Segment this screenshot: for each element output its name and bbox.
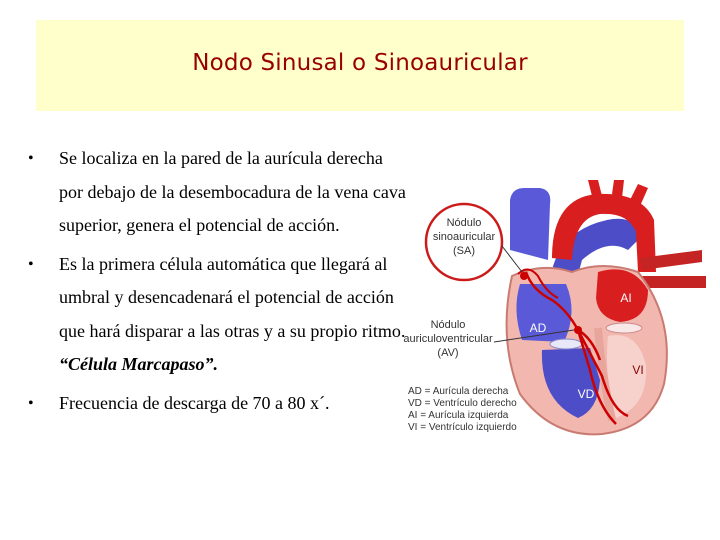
bullet-text: Frecuencia de descarga de 70 a 80 x´.	[59, 392, 330, 413]
legend-ad: AD = Aurícula derecha	[408, 386, 509, 397]
title-banner	[36, 20, 684, 111]
heart-conduction-diagram	[402, 180, 720, 442]
sa-label-line2: sinoauricular	[432, 231, 496, 243]
av-label-line3: (AV)	[437, 347, 459, 359]
legend-ai: AI = Aurícula izquierda	[408, 410, 509, 421]
bullet-dot-icon: •	[28, 150, 34, 167]
bullet-dot-icon: •	[28, 394, 34, 412]
bullet-item	[28, 142, 408, 243]
mitral-valve	[606, 323, 642, 333]
legend-vi: VI = Ventrículo izquierdo	[408, 422, 517, 433]
bullet-text: Se localiza en la pared de la aurícula derecha por debajo de la desembocadura de la vena cava superior, genera el potencial de acción.	[59, 148, 406, 235]
sa-node-dot	[520, 272, 528, 280]
legend-vd: VD = Ventrículo derecho	[408, 398, 517, 409]
label-ai: AI	[620, 291, 632, 305]
av-label-line2: auriculoventricular	[403, 333, 493, 345]
tricuspid-valve	[550, 339, 582, 349]
label-vd: VD	[577, 387, 595, 401]
bullet-list	[28, 142, 408, 425]
bullet-item	[28, 387, 408, 421]
bullet-dot-icon: •	[28, 255, 34, 273]
label-ad: AD	[529, 321, 547, 335]
superior-vena-cava	[510, 188, 550, 260]
slide-title: Nodo Sinusal o Sinoauricular	[192, 49, 528, 76]
bullet-emphasis: “Célula Marcapaso”.	[59, 354, 219, 374]
sa-label-line3: (SA)	[453, 245, 475, 257]
av-label-line1: Nódulo	[430, 319, 466, 331]
bullet-item	[28, 248, 408, 382]
label-vi: VI	[632, 363, 644, 377]
av-node-dot	[574, 326, 582, 334]
bullet-text: Es la primera célula automática que llegará al umbral y desencadenará el potencial de acción que hará disparar a las otras y a su propio ritmo.	[59, 253, 406, 341]
sa-label-line1: Nódulo	[446, 217, 482, 229]
